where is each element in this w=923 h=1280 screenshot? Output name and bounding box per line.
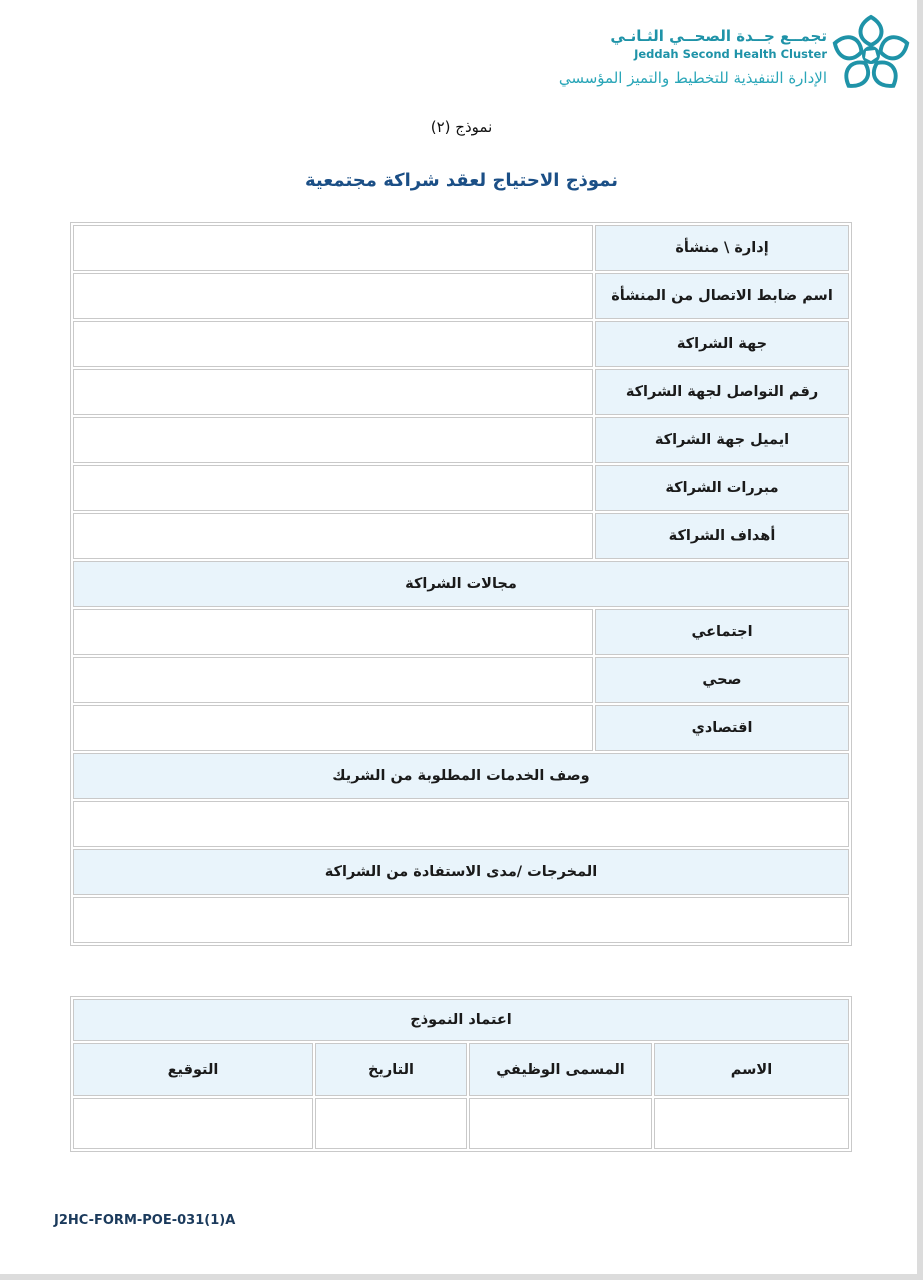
approval-values-row xyxy=(73,1098,849,1149)
signature-input[interactable] xyxy=(73,1098,313,1149)
department-name: الإدارة التنفيذية للتخطيط والتميز المؤسسي xyxy=(558,69,827,87)
column-job-title: المسمى الوظيفي xyxy=(469,1043,652,1096)
form-row xyxy=(73,417,849,463)
field-label: رقم التواصل لجهة الشراكة xyxy=(595,369,849,415)
outputs-heading: المخرجات /مدى الاستفادة من الشراكة xyxy=(73,849,849,895)
domain-input[interactable] xyxy=(73,609,593,655)
column-signature: التوقيع xyxy=(73,1043,313,1096)
form-row xyxy=(73,609,849,655)
field-input[interactable] xyxy=(73,225,593,271)
approval-heading-row xyxy=(73,999,849,1041)
form-row xyxy=(73,273,849,319)
date-input[interactable] xyxy=(315,1098,467,1149)
field-label: ايميل جهة الشراكة xyxy=(595,417,849,463)
field-input[interactable] xyxy=(73,369,593,415)
outputs-input[interactable] xyxy=(73,897,849,943)
domains-heading: مجالات الشراكة xyxy=(73,561,849,607)
domain-label: اقتصادي xyxy=(595,705,849,751)
domain-label: صحي xyxy=(595,657,849,703)
form-row xyxy=(73,321,849,367)
section-heading-row xyxy=(73,753,849,799)
job-title-input[interactable] xyxy=(469,1098,652,1149)
name-input[interactable] xyxy=(654,1098,849,1149)
field-input[interactable] xyxy=(73,417,593,463)
form-row xyxy=(73,369,849,415)
column-name: الاسم xyxy=(654,1043,849,1096)
partnership-form-table xyxy=(71,223,851,945)
field-label: مبررات الشراكة xyxy=(595,465,849,511)
form-row xyxy=(73,657,849,703)
field-input[interactable] xyxy=(73,465,593,511)
field-input[interactable] xyxy=(73,273,593,319)
section-heading-row xyxy=(73,561,849,607)
domain-label: اجتماعي xyxy=(595,609,849,655)
approval-heading: اعتماد النموذج xyxy=(73,999,849,1041)
field-label: جهة الشراكة xyxy=(595,321,849,367)
column-date: التاريخ xyxy=(315,1043,467,1096)
field-input[interactable] xyxy=(73,321,593,367)
field-label: أهداف الشراكة xyxy=(595,513,849,559)
domain-input[interactable] xyxy=(73,657,593,703)
approval-columns-row xyxy=(73,1043,849,1096)
field-label: اسم ضابط الاتصال من المنشأة xyxy=(595,273,849,319)
page-title: نموذج الاحتياج لعقد شراكة مجتمعية xyxy=(304,170,619,191)
section-heading-row xyxy=(73,849,849,895)
form-code: J2HC-FORM-POE-031(1)A xyxy=(54,1213,236,1228)
services-heading: وصف الخدمات المطلوبة من الشريك xyxy=(73,753,849,799)
form-row xyxy=(73,801,849,847)
form-row xyxy=(73,513,849,559)
form-number: نموذج (٢) xyxy=(430,118,493,136)
field-label: إدارة \ منشأة xyxy=(595,225,849,271)
org-name-arabic: تجمــع جــدة الصحــي الثـانـي xyxy=(610,27,827,45)
approval-table xyxy=(71,997,851,1151)
domain-input[interactable] xyxy=(73,705,593,751)
field-input[interactable] xyxy=(73,513,593,559)
form-row xyxy=(73,465,849,511)
services-input[interactable] xyxy=(73,801,849,847)
form-row xyxy=(73,897,849,943)
form-row xyxy=(73,225,849,271)
org-name-english: Jeddah Second Health Cluster xyxy=(634,47,827,61)
form-row xyxy=(73,705,849,751)
cluster-flower-logo-icon xyxy=(826,12,916,98)
